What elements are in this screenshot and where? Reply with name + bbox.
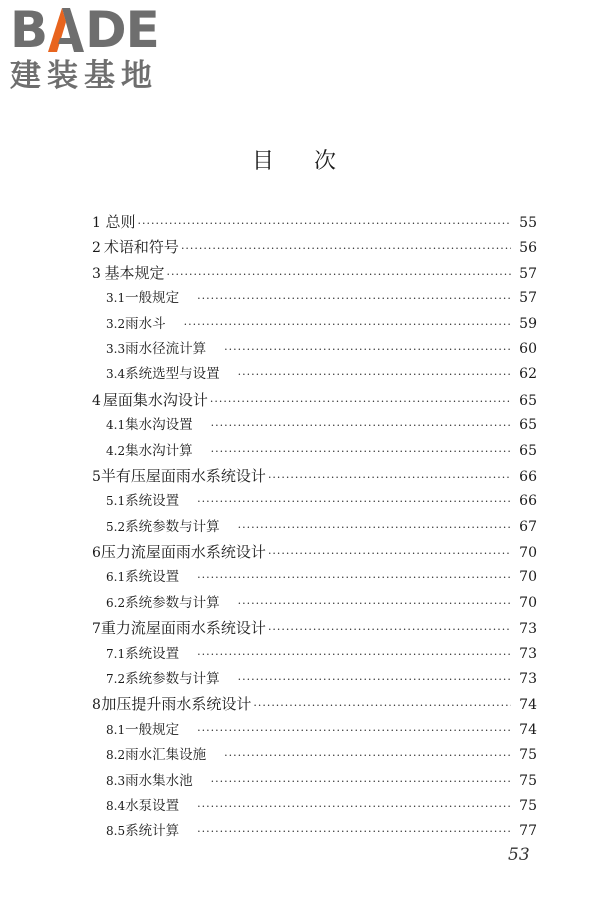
toc-entry-number: 3.4 [106,367,126,382]
toc-section-entry [92,515,537,540]
toc-dot-leader [197,794,511,819]
toc-entry-page: 73 [519,645,537,662]
toc-entry-number: 6.1 [106,570,126,585]
toc-chapter-entry [92,235,537,260]
toc-entry-page: 65 [519,417,537,434]
toc-entry-label: 系统设置 [125,569,180,586]
toc-entry-label: 系统选型与设置 [125,366,220,383]
toc-dot-leader [197,565,511,590]
toc-entry-label: 屋面集水沟设计 [102,390,208,409]
toc-entry-number: 6 [92,545,101,562]
toc-entry-page: 66 [519,468,537,485]
table-of-contents [92,210,537,845]
toc-dot-leader [238,515,511,540]
toc-entry-label: 重力流屋面雨水系统设计 [100,619,266,638]
page-number: 53 [508,845,530,865]
toc-dot-leader [197,489,511,514]
toc-entry-number: 4.2 [106,443,126,458]
toc-entry-page: 75 [519,772,537,789]
toc-entry-number: 3.1 [106,291,126,306]
toc-section-entry [92,312,537,337]
toc-entry-number: 8.1 [106,722,126,737]
toc-entry-number: 1 [92,215,101,231]
toc-entry-number: 8.2 [106,748,126,763]
logo-a-mark [48,8,84,52]
toc-entry-label: 一般规定 [125,721,180,738]
toc-title: 目次 [251,149,376,174]
toc-chapter-entry [92,616,537,641]
toc-dot-leader [238,362,511,387]
toc-section-entry [92,743,537,768]
toc-entry-number: 7.2 [106,672,126,687]
toc-dot-leader [238,667,511,692]
toc-chapter-entry [92,464,537,489]
toc-entry-label: 一般规定 [125,290,180,307]
toc-section-entry [92,489,537,514]
toc-chapter-entry [92,210,537,235]
toc-entry-page: 70 [519,569,537,586]
toc-entry-page: 57 [519,290,537,307]
toc-section-entry [92,794,537,819]
toc-entry-label: 系统参数与计算 [125,671,220,688]
toc-chapter-entry [92,540,537,565]
toc-chapter-entry [92,692,537,717]
toc-entry-number: 4 [92,392,101,409]
toc-entry-label: 系统设置 [125,645,180,662]
toc-entry-number: 8.4 [106,798,126,813]
toc-entry-page: 56 [519,240,537,257]
toc-section-entry [92,819,537,844]
toc-dot-leader [166,262,511,287]
toc-section-entry [92,642,537,667]
toc-entry-number: 8.3 [106,773,126,788]
toc-entry-label: 系统设置 [125,493,180,510]
toc-dot-leader [197,718,511,743]
toc-entry-page: 73 [519,671,537,688]
toc-entry-page: 73 [519,621,537,638]
toc-section-entry [92,718,537,743]
toc-entry-number: 6.2 [106,595,126,610]
toc-dot-leader [253,693,511,718]
toc-dot-leader [224,743,511,768]
toc-entry-page: 74 [519,697,537,714]
toc-section-entry [92,769,537,794]
toc-chapter-entry [92,388,537,413]
toc-entry-number: 2 [92,240,101,257]
toc-dot-leader [181,236,511,261]
toc-entry-number: 7 [92,621,101,638]
logo-chinese-text: 建装基地 [10,58,158,94]
toc-entry-page: 75 [519,797,537,814]
logo-letters-de: DE [85,1,159,59]
toc-entry-label: 基本规定 [104,263,165,282]
bade-logo [10,1,180,94]
toc-section-entry [92,565,537,590]
toc-section-entry [92,667,537,692]
toc-entry-number: 8 [92,697,101,714]
toc-entry-page: 65 [519,442,537,459]
logo-wordmark [10,1,180,59]
toc-entry-label: 雨水集水池 [125,772,193,789]
logo-letter-a [48,8,84,52]
toc-entry-page: 57 [519,265,537,282]
toc-entry-label: 总则 [105,213,136,231]
toc-entry-page: 70 [519,545,537,562]
toc-entry-page: 65 [519,392,537,409]
toc-entry-page: 66 [519,493,537,510]
toc-chapter-entry [92,261,537,286]
toc-entry-number: 8.5 [106,824,126,839]
toc-section-entry [92,337,537,362]
toc-dot-leader [268,541,511,566]
toc-entry-label: 集水沟计算 [125,442,193,459]
toc-dot-leader [268,617,511,642]
toc-entry-number: 7.1 [106,646,126,661]
toc-entry-label: 术语和符号 [103,238,179,257]
toc-entry-page: 60 [519,340,537,357]
toc-section-entry [92,439,537,464]
toc-entry-label: 系统参数与计算 [125,594,220,611]
toc-section-entry [92,286,537,311]
toc-dot-leader [211,769,511,794]
toc-entry-page: 70 [519,594,537,611]
toc-dot-leader [268,465,511,490]
toc-entry-label: 半有压屋面雨水系统设计 [100,466,266,485]
toc-entry-number: 3 [92,265,101,282]
toc-entry-page: 75 [519,747,537,764]
toc-entry-label: 水泵设置 [125,797,180,814]
toc-entry-page: 74 [519,721,537,738]
logo-letter-b: B [10,1,48,59]
toc-entry-label: 加压提升雨水系统设计 [101,695,252,714]
toc-entry-number: 5.2 [106,519,126,534]
toc-dot-leader [197,642,511,667]
toc-dot-leader [211,413,511,438]
toc-section-entry [92,413,537,438]
toc-entry-number: 5.1 [106,494,126,509]
toc-dot-leader [138,211,511,236]
toc-dot-leader [184,312,511,337]
toc-entry-label: 雨水斗 [125,315,166,332]
toc-dot-leader [238,591,511,616]
toc-entry-number: 4.1 [106,418,126,433]
toc-entry-page: 55 [519,215,537,231]
toc-section-entry [92,362,537,387]
toc-dot-leader [197,819,511,844]
toc-dot-leader [211,439,511,464]
toc-entry-page: 67 [519,518,537,535]
toc-entry-number: 3.3 [106,341,126,356]
toc-entry-number: 3.2 [106,316,126,331]
toc-entry-page: 59 [519,315,537,332]
toc-entry-label: 系统参数与计算 [125,518,220,535]
toc-entry-page: 77 [519,823,537,840]
toc-entry-label: 压力流屋面雨水系统设计 [100,543,266,562]
toc-section-entry [92,591,537,616]
toc-entry-page: 62 [519,366,537,383]
toc-entry-label: 雨水径流计算 [125,340,207,357]
toc-dot-leader [224,337,511,362]
toc-entry-label: 雨水汇集设施 [125,747,207,764]
toc-entry-label: 系统计算 [125,823,180,840]
toc-entry-label: 集水沟设置 [125,417,193,434]
toc-dot-leader [210,389,511,414]
toc-dot-leader [197,286,511,311]
toc-entry-number: 5 [92,468,101,485]
